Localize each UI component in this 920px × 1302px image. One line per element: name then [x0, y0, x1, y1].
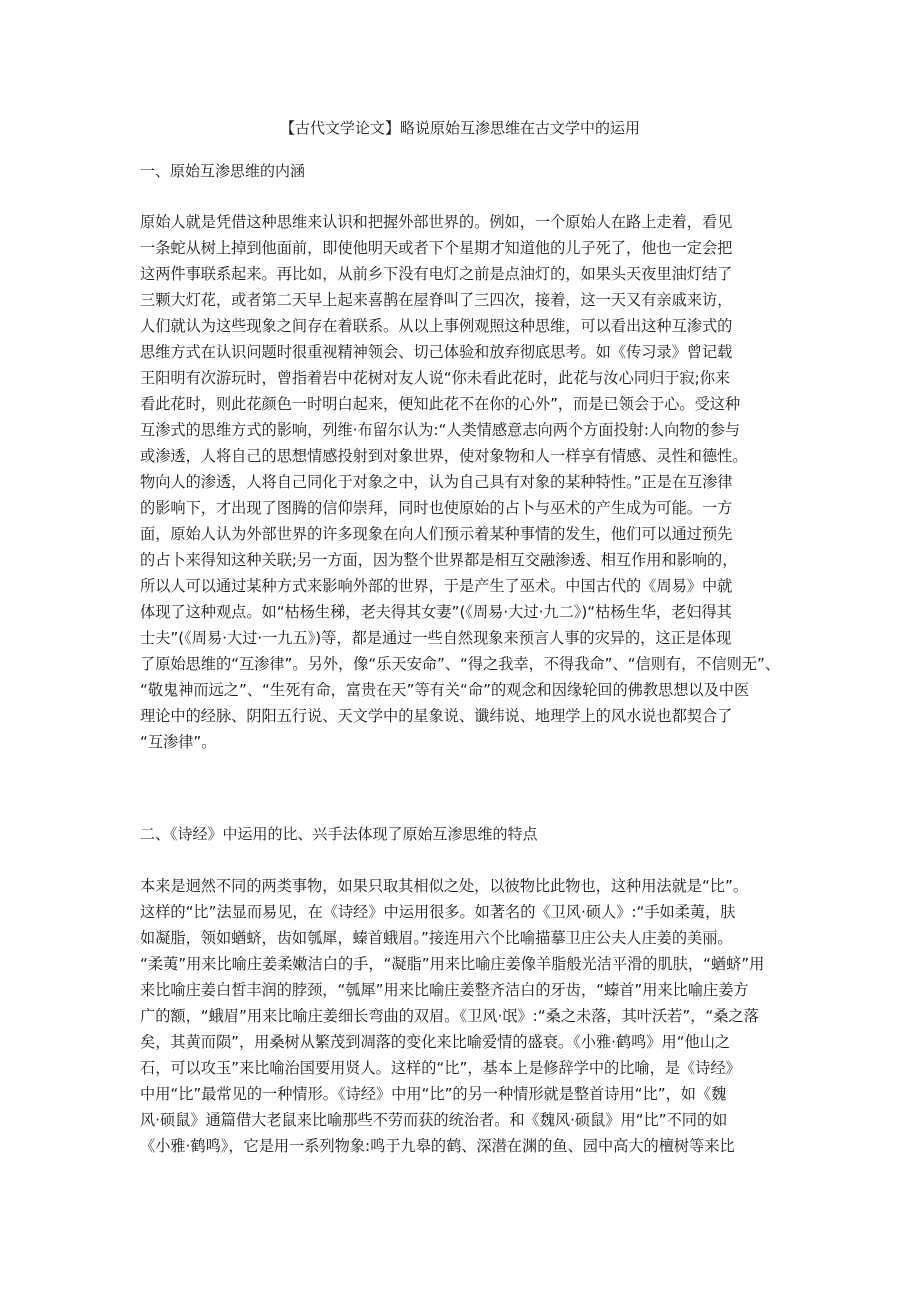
paragraph-line: 中用“比”最常见的一种情形。《诗经》中用“比”的另一种情形就是整首诗用“比”，如《魏 — [140, 1085, 727, 1103]
paragraph-line: 思维方式在认识问题时很重视精神领会、切己体验和放弃彻底思考。如《传习录》曾记载 — [140, 343, 733, 361]
paragraph-line: 看此花时，则此花颜色一时明白起来，便知此花不在你的心外”，而是已领会于心。受这种 — [140, 395, 741, 413]
paragraph-line: 人们就认为这些现象之间存在着联系。从以上事例观照这种思维，可以看出这种互渗式的 — [140, 317, 733, 335]
section-1-heading: 一、原始互渗思维的内涵 — [140, 162, 306, 180]
paragraph-line: 面，原始人认为外部世界的许多现象在向人们预示着某种事情的发生，他们可以通过预先 — [140, 525, 733, 543]
paragraph-line: 互渗式的思维方式的影响，列维·布留尔认为:“人类情感意志向两个方面投射:人向物的参与 — [140, 421, 741, 439]
paragraph-line: 士夫”(《周易·大过·一九五》)等，都是通过一些自然现象来预言人事的灾异的，这正是体现 — [140, 629, 732, 647]
document-title: 【古代文学论文】略说原始互渗思维在古文学中的运用 — [279, 119, 640, 137]
paragraph-line: 原始人就是凭借这种思维来认识和把握外部世界的。例如，一个原始人在路上走着，看见 — [140, 213, 733, 231]
paragraph-line: 广的额，“蛾眉”用来比喻庄姜细长弯曲的双眉。《卫风·氓》:“桑之未落，其叶沃若”，“桑之落 — [140, 1007, 759, 1025]
paragraph-line: “互渗律”。 — [140, 733, 217, 751]
section-2-paragraph — [140, 873, 785, 1159]
paragraph-line: 风·硕鼠》通篇借大老鼠来比喻那些不劳而获的统治者。和《魏风·硕鼠》用“比”不同的如 — [140, 1111, 728, 1129]
paragraph-line: 石，可以攻玉”来比喻治国要用贤人。这样的“比”，基本上是修辞学中的比喻，是《诗经》 — [140, 1059, 741, 1077]
paragraph-line: “敬鬼神而远之”、“生死有命，富贵在天”等有关“命”的观念和因缘轮回的佛教思想以及中医 — [140, 681, 750, 699]
paragraph-line: 《小雅·鹤鸣》，它是用一系列物象:鸣于九皋的鹤、深潜在渊的鱼、园中高大的檀树等来比 — [140, 1137, 735, 1155]
paragraph-line: 了原始思维的“互渗律”。另外，像“乐天安命”、“得之我幸，不得我命”、“信则有，不信则无”、 — [140, 655, 781, 673]
paragraph-line: 的占卜来得知这种关联;另一方面，因为整个世界都是相互交融渗透、相互作用和影响的， — [140, 551, 738, 569]
paragraph-line: 所以人可以通过某种方式来影响外部的世界，于是产生了巫术。中国古代的《周易》中就 — [140, 577, 733, 595]
paragraph-line: 矣，其黄而陨”，用桑树从繁茂到凋落的变化来比喻爱情的盛衰。《小雅·鹤鸣》用“他山之 — [140, 1033, 731, 1051]
paragraph-line: “柔荑”用来比喻庄姜柔嫩洁白的手，“凝脂”用来比喻庄姜像羊脂般光洁平滑的肌肤，“蝤蛴”用 — [140, 955, 765, 973]
paragraph-line: 或渗透，人将自己的思想情感投射到对象世界，使对象物和人一样享有情感、灵性和德性。 — [140, 447, 748, 465]
paragraph-line: 理论中的经脉、阴阳五行说、天文学中的星象说、谶纬说、地理学上的风水说也都契合了 — [140, 707, 733, 725]
paragraph-line: 如凝脂，领如蝤蛴，齿如瓠犀，螓首蛾眉。”接连用六个比喻描摹卫庄公夫人庄姜的美丽。 — [140, 929, 733, 947]
paragraph-line: 这样的“比”法显而易见，在《诗经》中运用很多。如著名的《卫风·硕人》:“手如柔荑，肤 — [140, 903, 736, 921]
paragraph-line: 体现了这种观点。如“枯杨生稊，老夫得其女妻”(《周易·大过·九二》)“枯杨生华，老妇得其 — [140, 603, 732, 621]
paragraph-line: 一条蛇从树上掉到他面前，即使他明天或者下个星期才知道他的儿子死了，他也一定会把 — [140, 239, 733, 257]
paragraph-line: 物向人的渗透，人将自己同化于对象之中，认为自己具有对象的某种特性。”正是在互渗律 — [140, 473, 733, 491]
paragraph-line: 的影响下，才出现了图腾的信仰崇拜，同时也使原始的占卜与巫术的产生成为可能。一方 — [140, 499, 733, 517]
paragraph-line: 这两件事联系起来。再比如，从前乡下没有电灯之前是点油灯的，如果头天夜里油灯结了 — [140, 265, 733, 283]
paragraph-line: 王阳明有次游玩时，曾指着岩中花树对友人说“你未看此花时，此花与汝心同归于寂;你来 — [140, 369, 731, 387]
section-1-paragraph — [140, 209, 785, 755]
section-2-heading: 二、《诗经》中运用的比、兴手法体现了原始互渗思维的特点 — [140, 825, 538, 843]
paragraph-line: 三颗大灯花，或者第二天早上起来喜鹊在屋脊叫了三四次，接着，这一天又有亲戚来访， — [140, 291, 733, 309]
paragraph-line: 本来是迥然不同的两类事物，如果只取其相似之处，以彼物比此物也，这种用法就是“比”。 — [140, 877, 749, 895]
paragraph-line: 来比喻庄姜白皙丰润的脖颈，“瓠犀”用来比喻庄姜整齐洁白的牙齿，“螓首”用来比喻庄姜方 — [140, 981, 749, 999]
